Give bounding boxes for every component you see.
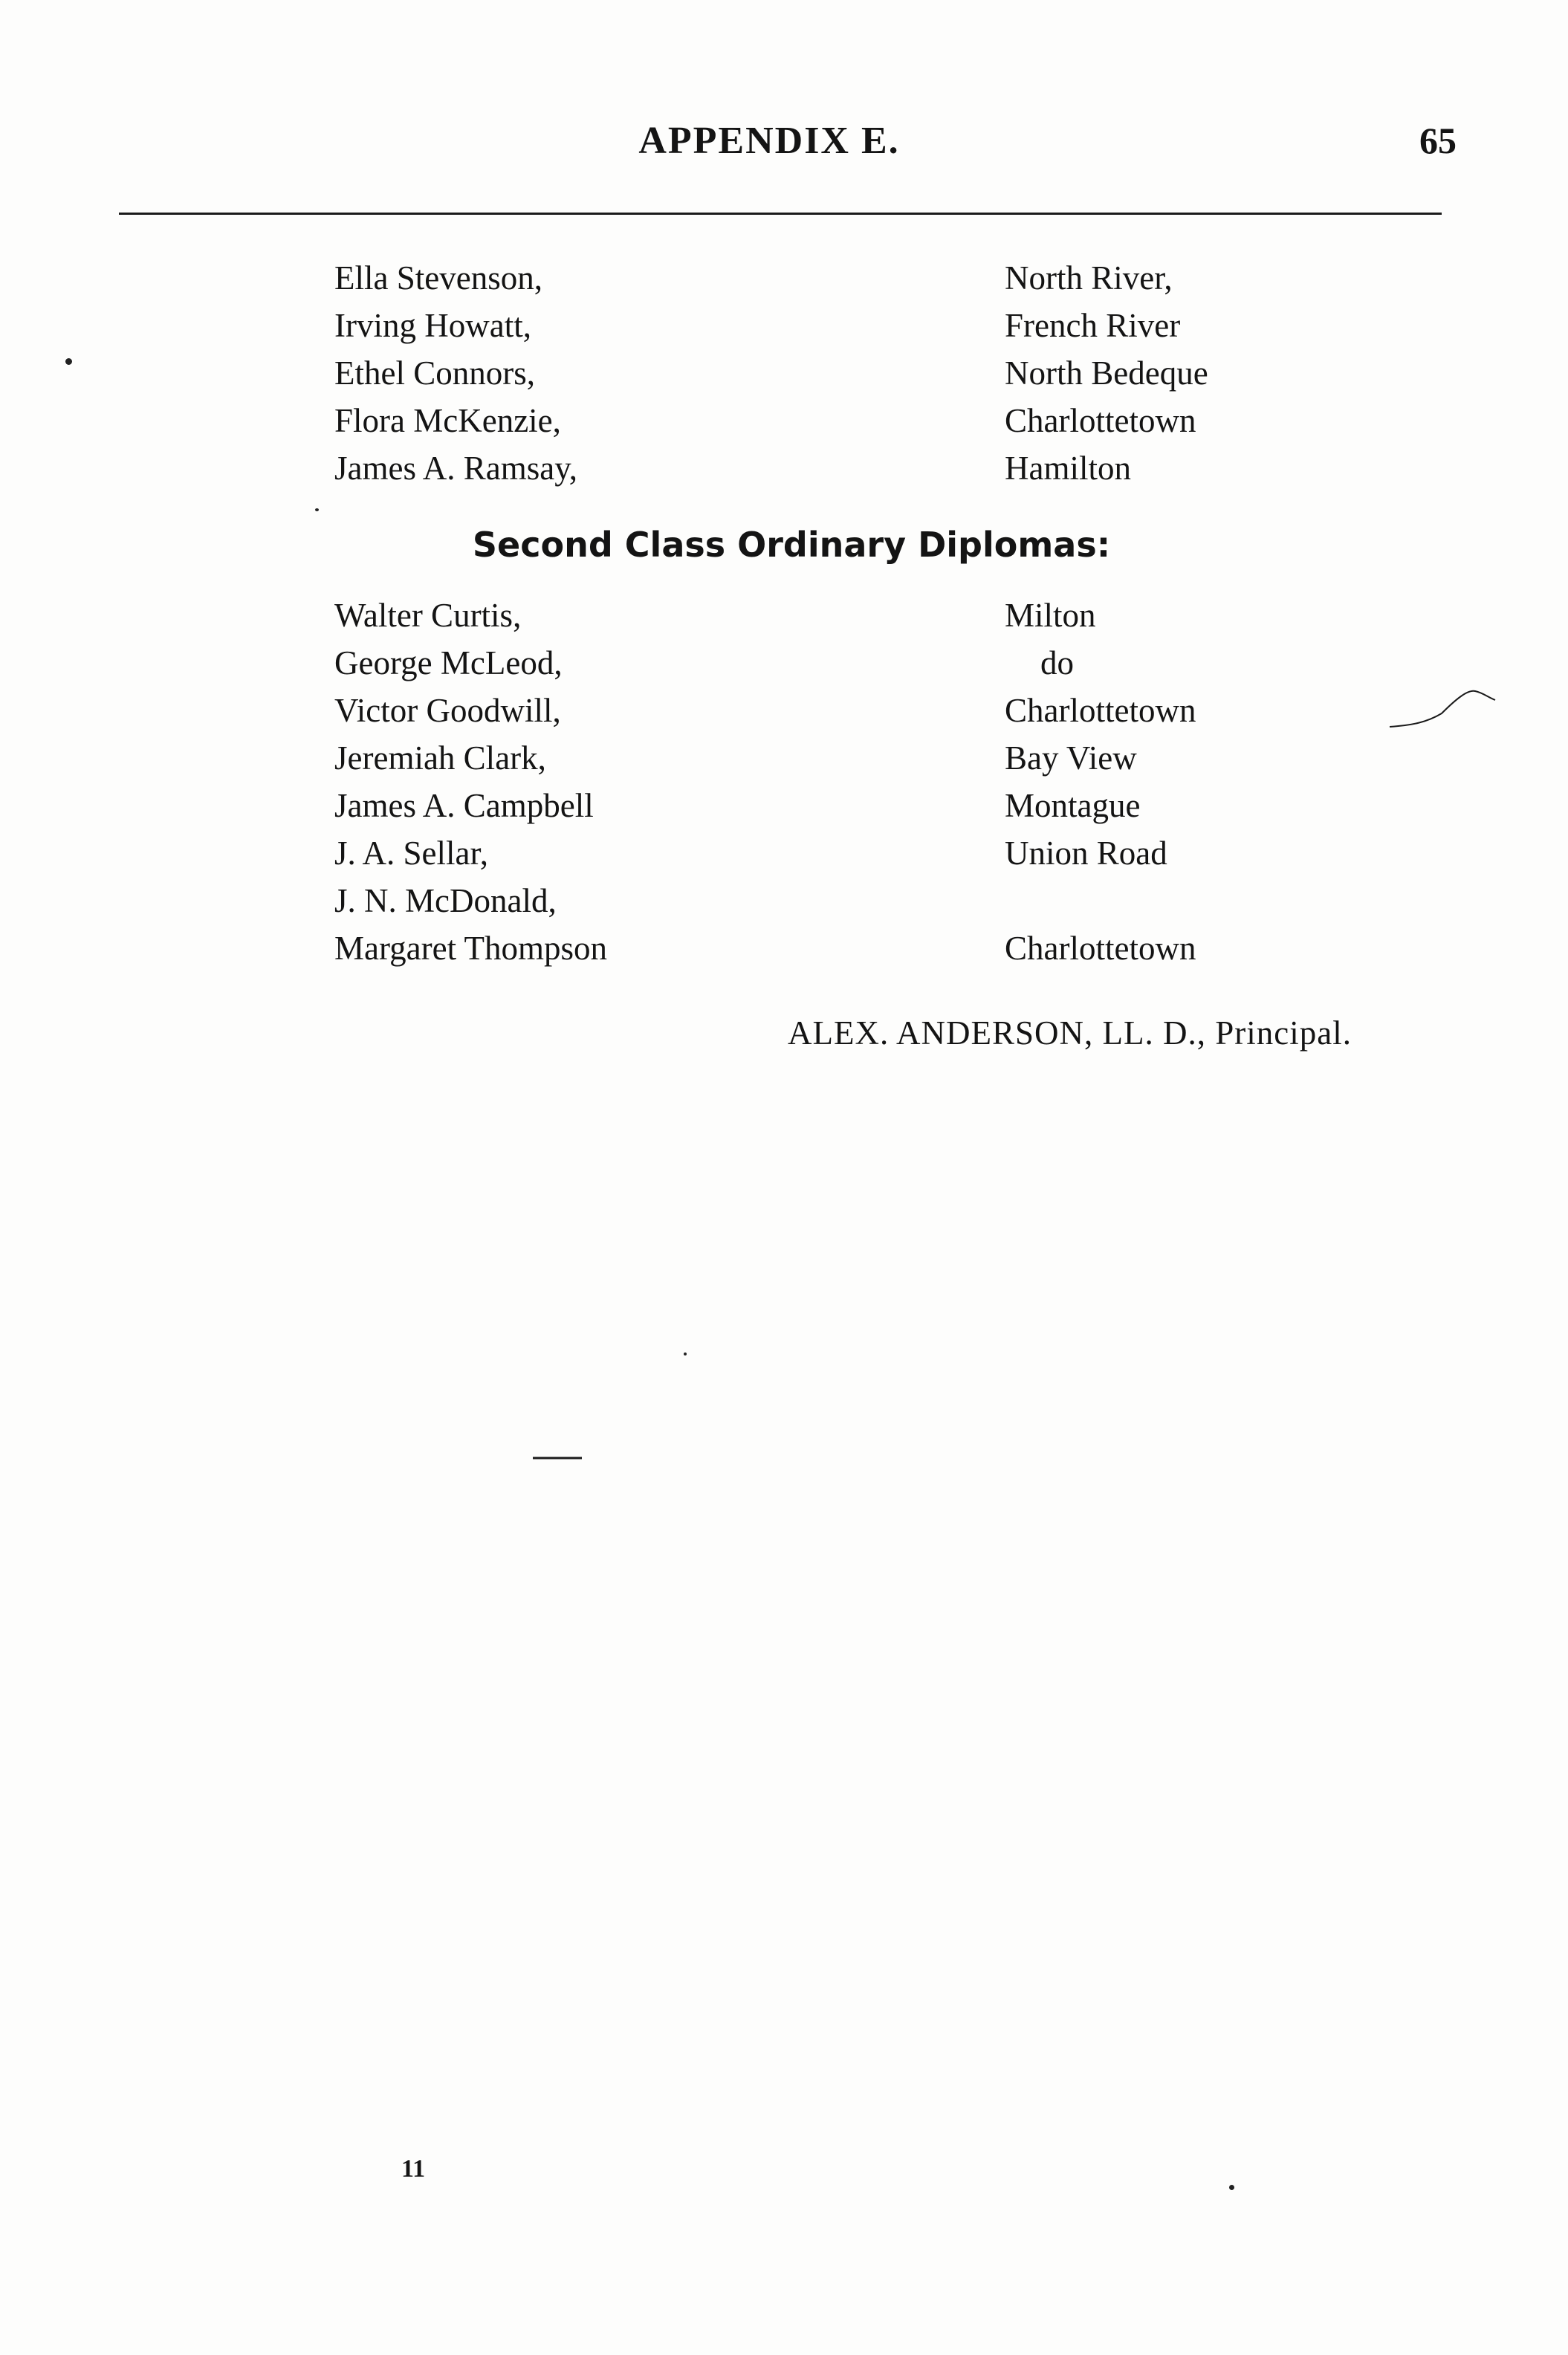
student-place: Bay View <box>1005 739 1137 777</box>
list-item <box>0 397 1568 444</box>
student-place: North Bedeque <box>1005 354 1208 392</box>
list-item <box>0 829 1568 877</box>
student-place: Hamilton <box>1005 450 1131 487</box>
list-item <box>0 444 1568 492</box>
student-name: Jeremiah Clark, <box>334 739 546 777</box>
student-place: Milton <box>1005 597 1096 634</box>
student-place: Charlottetown <box>1005 692 1196 729</box>
first-diploma-list <box>0 254 1568 492</box>
list-item <box>0 349 1568 397</box>
ink-speck <box>1229 2185 1234 2190</box>
list-item <box>0 877 1568 924</box>
student-name: Flora McKenzie, <box>334 402 561 439</box>
student-name: J. N. McDonald, <box>334 882 557 919</box>
list-item <box>0 592 1568 639</box>
student-name: Victor Goodwill, <box>334 692 561 729</box>
student-name: George McLeod, <box>334 644 563 681</box>
list-item <box>0 639 1568 687</box>
page-header-title: APPENDIX E. <box>638 120 900 162</box>
list-item <box>0 782 1568 829</box>
student-name: Ella Stevenson, <box>334 259 542 297</box>
ink-speck <box>65 358 72 365</box>
student-place: Union Road <box>1005 835 1167 872</box>
student-place: French River <box>1005 307 1181 344</box>
section-heading: Second Class Ordinary Diplomas: <box>472 525 1111 565</box>
student-place: Montague <box>1005 787 1141 824</box>
student-place: North River, <box>1005 259 1173 297</box>
student-name: Irving Howatt, <box>334 307 531 344</box>
signature-mark: 11 <box>401 2155 426 2183</box>
list-item <box>0 687 1568 734</box>
header-rule <box>119 213 1442 215</box>
student-name: Walter Curtis, <box>334 597 522 634</box>
student-place: Charlottetown <box>1005 930 1196 967</box>
student-name: J. A. Sellar, <box>334 835 488 872</box>
ink-speck <box>684 1353 687 1355</box>
student-name: James A. Campbell <box>334 787 594 824</box>
list-item <box>0 254 1568 302</box>
principal-signature: ALEX. ANDERSON, LL. D., Principal. <box>788 1014 1352 1052</box>
list-item <box>0 302 1568 349</box>
student-place: Charlottetown <box>1005 402 1196 439</box>
pen-stroke-mark <box>1382 684 1501 743</box>
list-item <box>0 734 1568 782</box>
student-place: do <box>1040 644 1074 681</box>
student-name: James A. Ramsay, <box>334 450 578 487</box>
student-name: Ethel Connors, <box>334 354 535 392</box>
second-class-diploma-list <box>0 592 1568 972</box>
page-number: 65 <box>1419 120 1457 161</box>
list-item <box>0 924 1568 972</box>
ink-speck <box>315 508 319 511</box>
student-name: Margaret Thompson <box>334 930 608 967</box>
dash-mark <box>531 1455 583 1461</box>
